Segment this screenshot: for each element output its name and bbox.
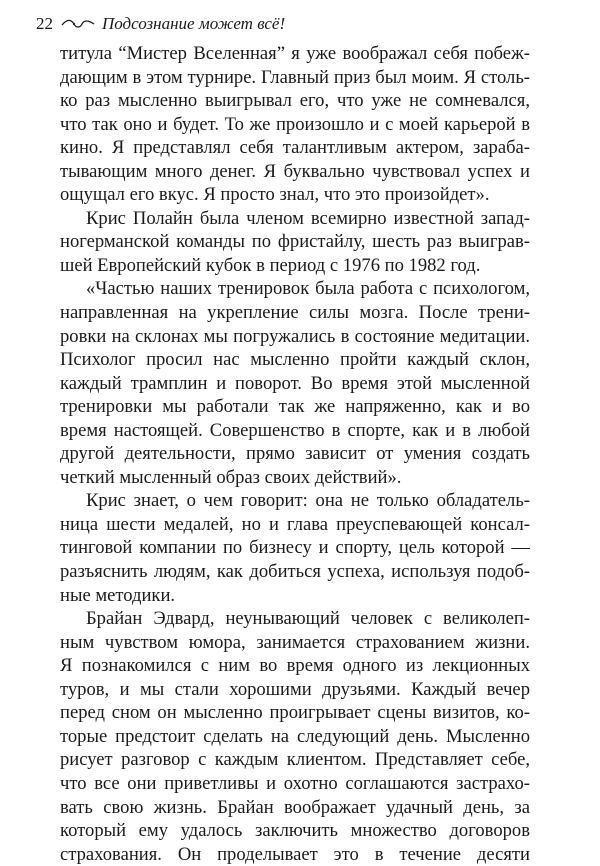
text-line: «Частью наших тренировок была работа с психологом,	[86, 278, 530, 300]
text-line: направленная на укрепление силы мозга. После трени-	[60, 302, 530, 324]
text-line: кино. Я представлял себя талантливым актером, зараба-	[60, 137, 530, 159]
text-line: ница шести медалей, но и глава преуспевающей консал-	[60, 513, 530, 535]
text-line: ко раз мысленно выигрывал его, что уже не сомневался,	[60, 90, 530, 112]
text-line: разъяснить людям, как добиться успеха, используя подоб-	[60, 561, 530, 583]
text-line: что все они приветливы и охотно соглашаются застрахо-	[60, 772, 530, 794]
text-line: шей Европейский кубок в период с 1976 по 1982 год.	[60, 254, 481, 276]
page-number: 22	[36, 14, 53, 33]
text-line: рисует разговор с каждым клиентом. Представляет себе,	[60, 749, 530, 771]
text-line: Психолог просил нас мысленно пройти каждый склон,	[60, 349, 530, 371]
text-line: ные методики.	[60, 584, 176, 606]
text-line: туров, и мы стали хорошими друзьями. Каждый вечер	[60, 678, 530, 700]
text-line: вать свою жизнь. Брайан воображает удачный день, за	[60, 796, 530, 818]
text-line: каждый трамплин и поворот. Во время этой мысленной	[60, 372, 530, 394]
text-line: тинговой компании по бизнесу и спорту, цель которой —	[60, 537, 530, 559]
text-line: страхования. Он проделывает это в течение десяти	[60, 843, 530, 865]
text-line: ным чувством юмора, занимается страхованием жизни.	[60, 631, 530, 653]
text-line: Крис знает, о чем говорит: она не только обладатель-	[86, 490, 530, 512]
running-head	[36, 9, 285, 39]
text-line: что так оно и будет. То же произошло и с моей карьерой в	[60, 113, 530, 135]
text-line: титула “Мистер Вселенная” я уже воображал себя побеж-	[60, 43, 530, 64]
chapter-title: Подсознание может всё!	[102, 14, 286, 33]
text-line: тренировки мы работали так же напряженно, как и во	[60, 396, 530, 418]
swash-ornament-icon	[61, 18, 95, 30]
text-line: Брайан Эдвард, неунывающий человек с великолеп-	[86, 608, 530, 630]
text-line: который ему удалось заключить множество договоров	[60, 820, 530, 842]
text-line: тывающим много денег. Я буквально чувствовал успех и	[60, 160, 530, 182]
body-text	[60, 42, 530, 866]
text-line: четкий мысленный образ своих действий».	[60, 466, 402, 488]
text-line: дающим в этом турнире. Главный приз был моим. Я столь-	[60, 66, 530, 88]
text-line: время настоящей. Совершенство в спорте, как и в любой	[60, 419, 530, 441]
text-line: ровки на склонах мы погружались в состояние медитации.	[60, 325, 530, 347]
text-line: торые предстоит сделать на следующий день. Мысленно	[60, 725, 530, 747]
text-line: ногерманской команды по фристайлу, шесть раз выиграв-	[60, 231, 530, 253]
text-line: другой деятельности, прямо зависит от умения создать	[60, 443, 530, 465]
text-line: перед сном он мысленно проигрывает сцены визитов, ко-	[60, 702, 530, 724]
text-line: Крис Полайн была членом всемирно известной запад-	[86, 207, 530, 229]
text-line: Я познакомился с ним во время одного из лекционных	[60, 655, 530, 677]
text-line: ощущал его вкус. Я просто знал, что это произойдет».	[60, 184, 490, 206]
